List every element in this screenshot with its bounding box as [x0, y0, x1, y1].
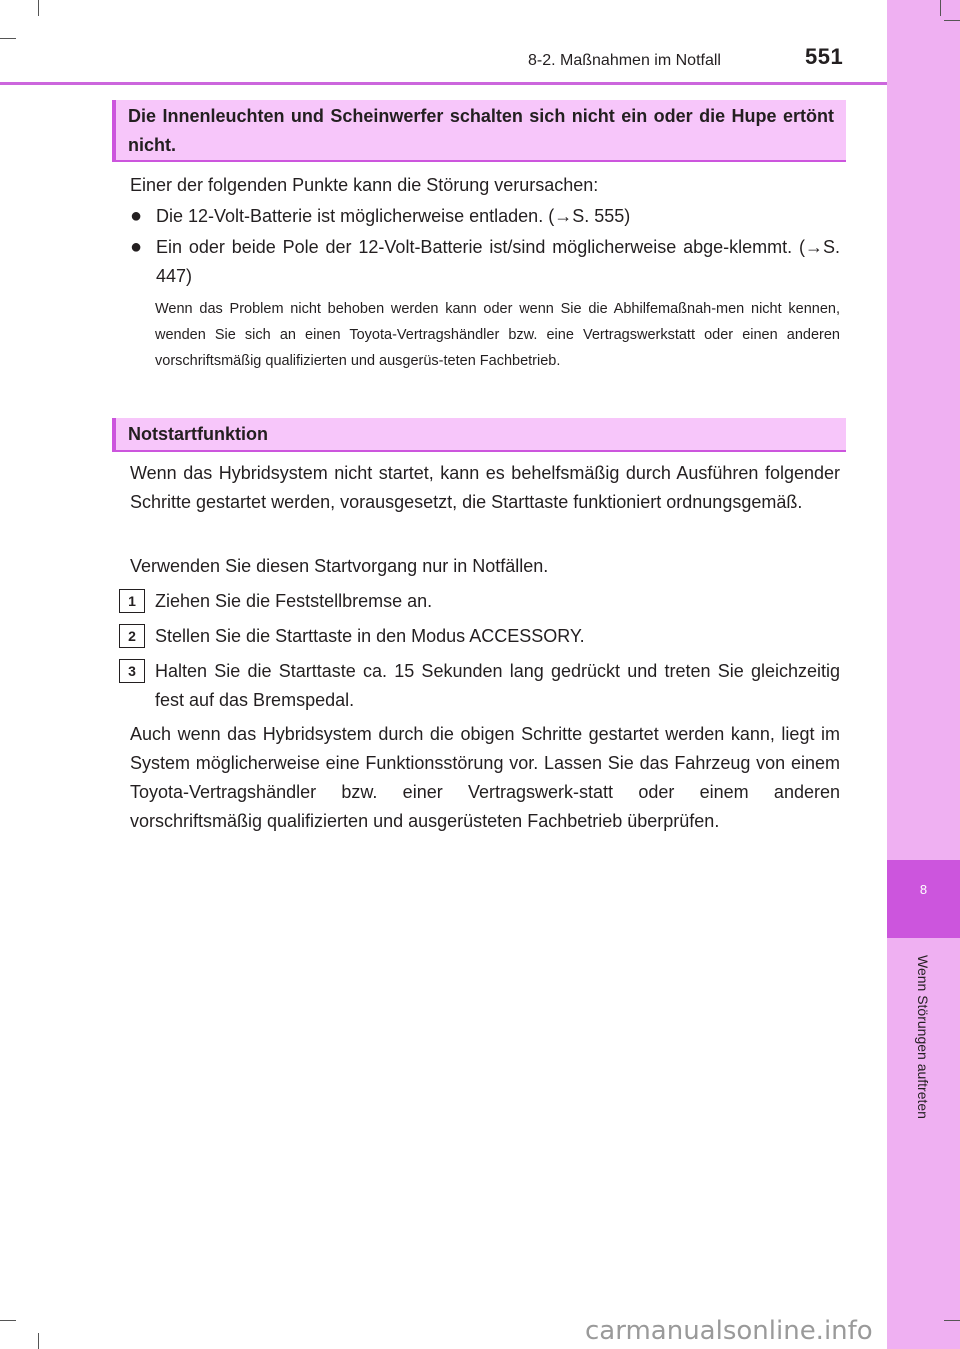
step-text: Halten Sie die Starttaste ca. 15 Sekunden lang gedrückt und treten Sie gleichzeitig fest auf das Bremspedal.	[155, 661, 840, 710]
step-text: Ziehen Sie die Feststellbremse an.	[155, 591, 433, 611]
section-reference: 8-2. Maßnahmen im Notfall	[528, 52, 721, 69]
step-item	[119, 657, 840, 715]
bullet-icon: ●	[130, 236, 143, 258]
chapter-side-tab	[887, 0, 960, 1349]
chapter-number: 8	[919, 882, 928, 897]
section1-intro: Einer der folgenden Punkte kann die Störung verursachen:	[130, 175, 599, 195]
step-text: Stellen Sie die Starttaste in den Modus ACCESSORY.	[155, 626, 585, 646]
crop-mark	[38, 0, 39, 16]
crop-mark	[940, 0, 941, 16]
crop-mark	[0, 38, 16, 39]
watermark: carmanualsonline.info	[585, 1316, 873, 1346]
section2-intro-emergency: Verwenden Sie diesen Startvorgang nur in Notfällen.	[130, 556, 549, 576]
crop-mark	[944, 20, 960, 21]
page-number: 551	[805, 44, 844, 69]
section2-closing: Auch wenn das Hybridsystem durch die obigen Schritte gestartet werden kann, liegt im System möglicherweise eine Funktionsstörung vor. Lassen Sie das Fahrzeug von einem Toyota-Vertragshändler bzw. einer Vertragswerk-statt oder einem anderen vorschriftsmäßig qualifizierten und ausgerüsteten Fachbetrieb überprüfen.	[130, 724, 840, 831]
chapter-title: Wenn Störungen auftreten	[915, 955, 931, 1119]
bullet-text: Ein oder beide Pole der 12-Volt-Batterie ist/sind möglicherweise abge-klemmt. (→S. 447)	[156, 237, 840, 286]
bullet-icon: ●	[130, 205, 143, 227]
crop-mark	[38, 1333, 39, 1349]
section1-note: Wenn das Problem nicht behoben werden kann oder wenn Sie die Abhilfemaßnah-men nicht kennen, wenden Sie sich an einen Toyota-Vertragshändler bzw. eine Vertragswerkstatt oder einen anderen vorschriftsmäßig qualifizierten und ausgerüs-teten Fachbetrieb.	[155, 301, 840, 369]
section2-intro: Wenn das Hybridsystem nicht startet, kann es behelfsmäßig durch Ausführen folgender Schritte gestartet werden, vorausgesetzt, die Starttaste funktioniert ordnungsgemäß.	[130, 463, 840, 512]
section-heading-lights-horn	[112, 100, 846, 162]
section-heading-text: Notstartfunktion	[128, 424, 268, 444]
step-item	[119, 622, 840, 651]
section-heading-text: Die Innenleuchten und Scheinwerfer schalten sich nicht ein oder die Hupe ertönt nicht.	[128, 106, 834, 155]
crop-mark	[944, 1320, 960, 1321]
list-item	[130, 233, 840, 291]
bullet-text: Die 12-Volt-Batterie ist möglicherweise entladen. (→S. 555)	[156, 206, 631, 226]
step-number: 1	[119, 589, 145, 613]
step-number: 3	[119, 659, 145, 683]
header-divider	[0, 82, 887, 85]
list-item	[130, 202, 840, 231]
step-item	[119, 587, 840, 616]
crop-mark	[0, 1320, 16, 1321]
step-number: 2	[119, 624, 145, 648]
section-heading-notstart	[112, 418, 846, 452]
chapter-tab-active	[887, 860, 960, 938]
